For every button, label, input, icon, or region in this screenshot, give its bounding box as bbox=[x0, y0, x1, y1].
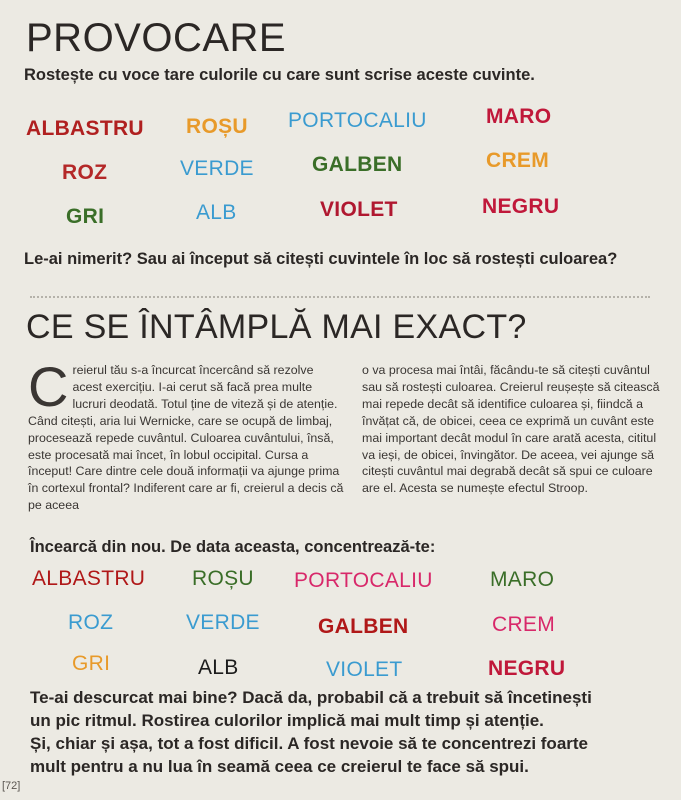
closing-line: un pic ritmul. Rostirea culorilor implică mai mult timp și atenție. bbox=[30, 711, 544, 730]
retry-instruction: Încearcă din nou. De data aceasta, concentrează-te: bbox=[30, 538, 436, 556]
color-word: CREM bbox=[486, 149, 550, 172]
color-word: VIOLET bbox=[326, 658, 403, 681]
color-word: VERDE bbox=[186, 611, 260, 634]
color-word: GALBEN bbox=[318, 615, 409, 638]
color-word: NEGRU bbox=[488, 657, 566, 680]
page-title: PROVOCARE bbox=[26, 16, 287, 60]
color-word: ALBASTRU bbox=[32, 567, 146, 590]
body-text-right: o va procesa mai întâi, făcându-te să citești cuvântul sau să rostești culoarea. Creierul reușește să citească mai repede decât să identifice culoarea și, fiindcă a învățat că, de obicei, ceea ce exprimă un cuvânt este mai important decât modul în care arată acesta, cititul va ieși, de obicei, învingător. De aceea, vei ajunge să citești cuvântul mai degrabă decât să spui ce culoare are el. Acesta se numește efectul Stroop. bbox=[362, 363, 660, 496]
closing-line: Și, chiar și așa, tot a fost dificil. A fost nevoie să te concentrezi foarte bbox=[30, 734, 589, 753]
closing-paragraph bbox=[30, 686, 660, 778]
section-divider bbox=[30, 296, 650, 298]
color-word: NEGRU bbox=[482, 195, 560, 218]
color-word: CREM bbox=[492, 613, 556, 636]
page-number: [72] bbox=[2, 780, 21, 792]
color-word: MARO bbox=[490, 568, 555, 591]
closing-line: mult pentru a nu lua în seamă ceea ce creierul te face să spui. bbox=[30, 757, 529, 776]
challenge-instruction: Rostește cu voce tare culorile cu care sunt scrise aceste cuvinte. bbox=[24, 66, 535, 84]
drop-cap: C bbox=[28, 355, 69, 418]
color-word: ALB bbox=[198, 656, 239, 679]
color-word: VIOLET bbox=[320, 198, 398, 221]
color-word: ROZ bbox=[62, 161, 108, 184]
section-heading: CE SE ÎNTÂMPLĂ MAI EXACT? bbox=[26, 308, 527, 346]
color-word: ALBASTRU bbox=[26, 117, 144, 140]
color-word: GRI bbox=[66, 205, 105, 228]
body-column-left bbox=[28, 355, 346, 514]
closing-line: Te-ai descurcat mai bine? Dacă da, probabil că a trebuit să încetinești bbox=[30, 688, 592, 707]
color-word: GRI bbox=[72, 652, 111, 675]
color-word: GALBEN bbox=[312, 153, 403, 176]
body-text-left: reierul tău s-a încurcat încercând să rezolve acest exercițiu. I-ai cerut să facă prea multe lucruri deodată. Totul ține de viteză și de atenție. Când citești, aria lui Wernicke, care se ocupă de limbaj, procesează repede cuvântul. Culoarea cuvântului, însă, este procesată mai încet, în lobul occipital. Cursa a început! Care dintre cele două informații va ajunge prima în cortexul frontal? Indiferent care ar fi, creierul a decis că pe aceea bbox=[28, 363, 344, 513]
color-word: VERDE bbox=[180, 157, 254, 180]
question-text: Le-ai nimerit? Sau ai început să citești cuvintele în loc să rostești culoarea? bbox=[24, 250, 618, 268]
color-word: ROȘU bbox=[186, 115, 248, 138]
color-word: MARO bbox=[486, 105, 552, 128]
body-column-right bbox=[362, 362, 662, 497]
color-word: ROȘU bbox=[192, 567, 254, 590]
color-word: PORTOCALIU bbox=[288, 109, 427, 132]
color-word: ALB bbox=[196, 201, 237, 224]
color-word: PORTOCALIU bbox=[294, 569, 433, 592]
color-word: ROZ bbox=[68, 611, 114, 634]
